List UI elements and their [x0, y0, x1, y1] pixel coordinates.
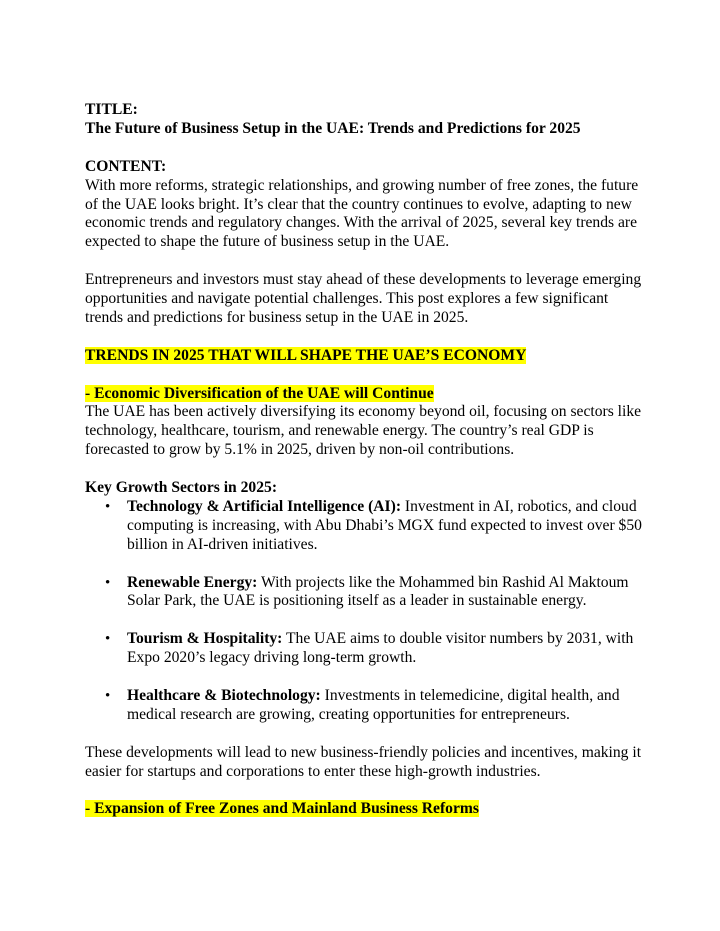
document-title: The Future of Business Setup in the UAE: Trends and Predictions for 2025: [85, 119, 581, 137]
growth-sectors-list: [85, 498, 645, 725]
intro-paragraph-1: With more reforms, strategic relationships, and growing number of free zones, the future of the UAE looks bright. It’s clear that the country continues to evolve, adapting to new economic trends and regulatory changes. With the arrival of 2025, several key trends are expected to shape the future of business setup in the UAE.: [85, 176, 639, 251]
intro-paragraph-2: Entrepreneurs and investors must stay ahead of these developments to leverage emerging opportunities and navigate potential challenges. This post explores a few significant trends and predictions for business setup in the UAE in 2025.: [85, 271, 642, 326]
sector-name: Tourism & Hospitality:: [127, 630, 283, 648]
section1-body: The UAE has been actively diversifying its economy beyond oil, focusing on sectors like technology, healthcare, tourism, and renewable energy. The country’s real GDP is forecasted to grow by 5.1% in 2025, driven by non-oil contributions.: [85, 403, 642, 459]
sector-name: Healthcare & Biotechnology:: [127, 686, 321, 704]
bullet-icon: •: [105, 498, 111, 515]
sector-text: Investments in telemedicine, digital health, and medical research are growing, creating opportunities for entrepreneurs.: [127, 686, 620, 723]
sector-text: Investment in AI, robotics, and cloud computing is increasing, with Abu Dhabi’s MGX fund expected to invest over $50 billion in AI-driven initiatives.: [127, 497, 642, 553]
document-page: [85, 101, 645, 819]
sector-name: Technology & Artificial Intelligence (AI):: [127, 497, 402, 515]
trends-heading: TRENDS IN 2025 THAT WILL SHAPE THE UAE’S ECONOMY: [85, 346, 527, 364]
closing-paragraph: These developments will lead to new business-friendly policies and incentives, making it easier for startups and corporations to enter these high-growth industries.: [85, 743, 642, 780]
title-label: TITLE:: [85, 101, 138, 118]
sector-text: With projects like the Mohammed bin Rashid Al Maktoum Solar Park, the UAE is positioning itself as a leader in sustainable energy.: [127, 573, 629, 610]
bullet-icon: •: [105, 631, 111, 648]
growth-sectors-heading: Key Growth Sectors in 2025:: [85, 479, 278, 497]
list-item: [85, 498, 645, 555]
bullet-icon: •: [105, 687, 111, 704]
list-item: [85, 574, 645, 612]
list-item: [85, 687, 645, 725]
sector-name: Renewable Energy:: [127, 573, 258, 591]
list-item: [85, 630, 645, 668]
section2-heading: - Expansion of Free Zones and Mainland Business Reforms: [85, 800, 479, 818]
sector-text: The UAE aims to double visitor numbers by 2031, with Expo 2020’s legacy driving long-term growth.: [127, 630, 634, 667]
section1-heading: - Economic Diversification of the UAE will Continue: [85, 384, 434, 402]
bullet-icon: •: [105, 574, 111, 591]
content-label: CONTENT:: [85, 157, 167, 175]
